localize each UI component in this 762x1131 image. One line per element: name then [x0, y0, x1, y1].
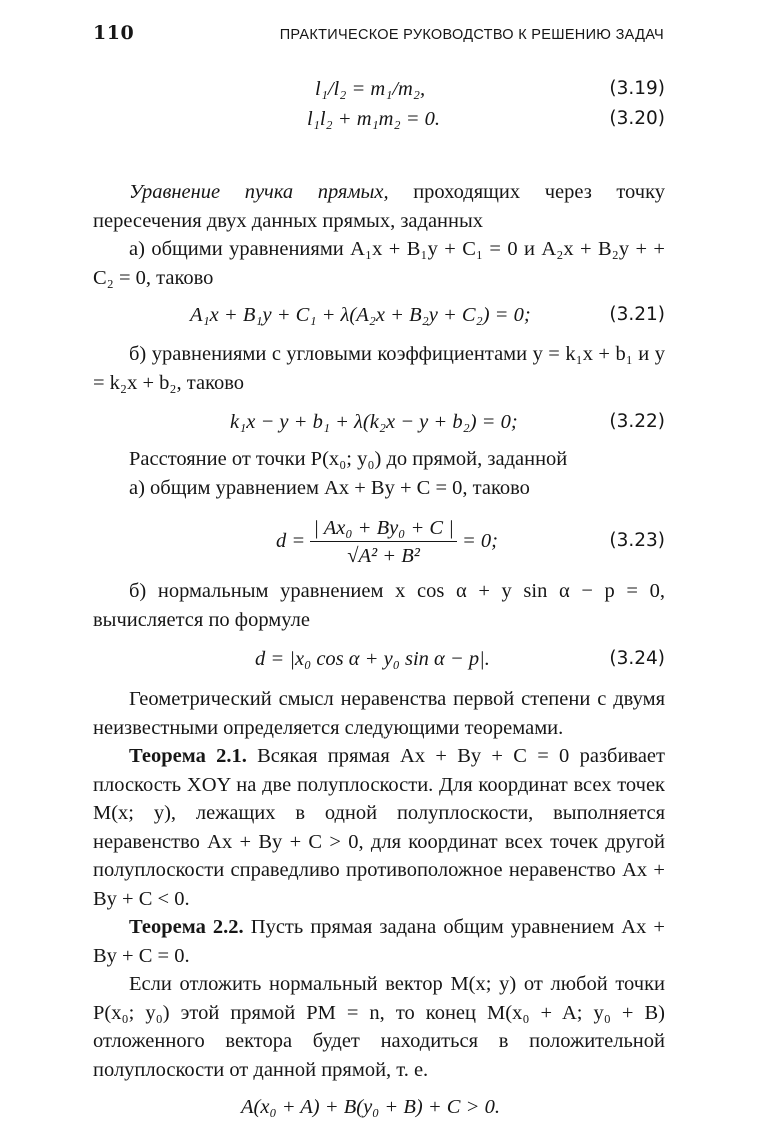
equation-3-24 — [93, 644, 665, 674]
theorem-2-2-text: Пусть прямая задана общим уравнением Ax + By + C = 0. — [93, 916, 665, 967]
running-title: ПРАКТИЧЕСКОЕ РУКОВОДСТВО К РЕШЕНИЮ ЗАДАЧ — [279, 27, 664, 43]
theorem-2-2-label: Теорема 2.2. — [129, 916, 244, 938]
page-header — [93, 22, 664, 48]
equation-number: (3.20) — [609, 108, 665, 129]
fraction-denominator: √A² + B² — [347, 544, 420, 567]
equation-3-20 — [93, 104, 665, 134]
equation-formula: k₁x − y + b₁ + λ(k₂x − y + b₂) = 0; — [230, 411, 518, 433]
equation-formula: A(x₀ + A) + B(y₀ + B) + C > 0. — [241, 1096, 500, 1118]
theorem-2-2 — [93, 913, 665, 970]
equation-formula: l₁l₂ + m₁m₂ = 0. — [307, 108, 441, 130]
page-number: 110 — [93, 22, 135, 44]
equation-3-21 — [93, 300, 665, 330]
equation-formula: A₁x + B₁y + C₁ + λ(A₂x + B₂y + C₂) = 0; — [190, 304, 531, 326]
equation-3-23 — [93, 508, 665, 574]
equation-number: (3.24) — [609, 648, 665, 669]
bundle-rest: проходящих через точку пересечения двух данных прямых, заданных — [93, 181, 665, 232]
theorem-2-1 — [93, 742, 665, 913]
page-body — [93, 74, 665, 1122]
case-a-distance: а) общим уравнением Ax + By + C = 0, таково — [129, 476, 530, 499]
normal-vector-paragraph: Если отложить нормальный вектор M(x; y) от любой точки P(x₀; y₀) этой прямой PM = n, то конец M(x₀ + A; y₀ + B) отложенного вектора будет находиться в положительной полуплоскости от данной прямой, т. е. — [93, 973, 665, 1081]
equation-formula: d = |x₀ cos α + y₀ sin α − p|. — [255, 648, 490, 670]
equation-number: (3.19) — [609, 78, 665, 99]
equation-3-22 — [93, 407, 665, 437]
theorem-2-1-text: Всякая прямая Ax + By + C = 0 разбивает плоскость XOY на две полуплоскости. Для координат всех точек M(x; y), лежащих в одной полуплоскости, выполняется неравенство Ax + By + C > 0, для координат всех точек другой полуплоскости справедливо противоположное неравенство Ax + By + C < 0. — [93, 745, 665, 910]
distance-fraction — [310, 515, 457, 570]
case-b-normal: б) нормальным уравнением x cos α + y sin α − p = 0, вычисляется по формуле — [93, 580, 665, 631]
equation-number: (3.23) — [609, 530, 665, 551]
final-inequality — [93, 1092, 665, 1122]
equation-number: (3.22) — [609, 411, 665, 432]
bundle-paragraph — [93, 178, 665, 235]
equation-rhs: = 0; — [461, 530, 499, 552]
case-b-slope: б) уравнениями с угловыми коэффициентами y = k₁x + b₁ и y = k₂x + b₂, таково — [93, 343, 665, 394]
bundle-term: Уравнение пучка прямых, — [129, 181, 389, 203]
case-a-general: а) общими уравнениями A₁x + B₁y + C₁ = 0 и A₂x + B₂y + + C₂ = 0, таково — [93, 238, 665, 289]
equation-formula: l₁/l₂ = m₁/m₂, — [315, 78, 426, 100]
theorem-2-1-label: Теорема 2.1. — [129, 745, 247, 767]
equation-3-19 — [93, 74, 665, 104]
equation-number: (3.21) — [609, 304, 665, 325]
equation-lhs: d = — [276, 530, 306, 552]
geometric-meaning-paragraph: Геометрический смысл неравенства первой степени с двумя неизвестными определяется следующими теоремами. — [93, 688, 665, 739]
distance-intro: Расстояние от точки P(x₀; y₀) до прямой, заданной — [129, 448, 568, 470]
fraction-numerator: | Ax₀ + By₀ + C | — [310, 515, 457, 542]
